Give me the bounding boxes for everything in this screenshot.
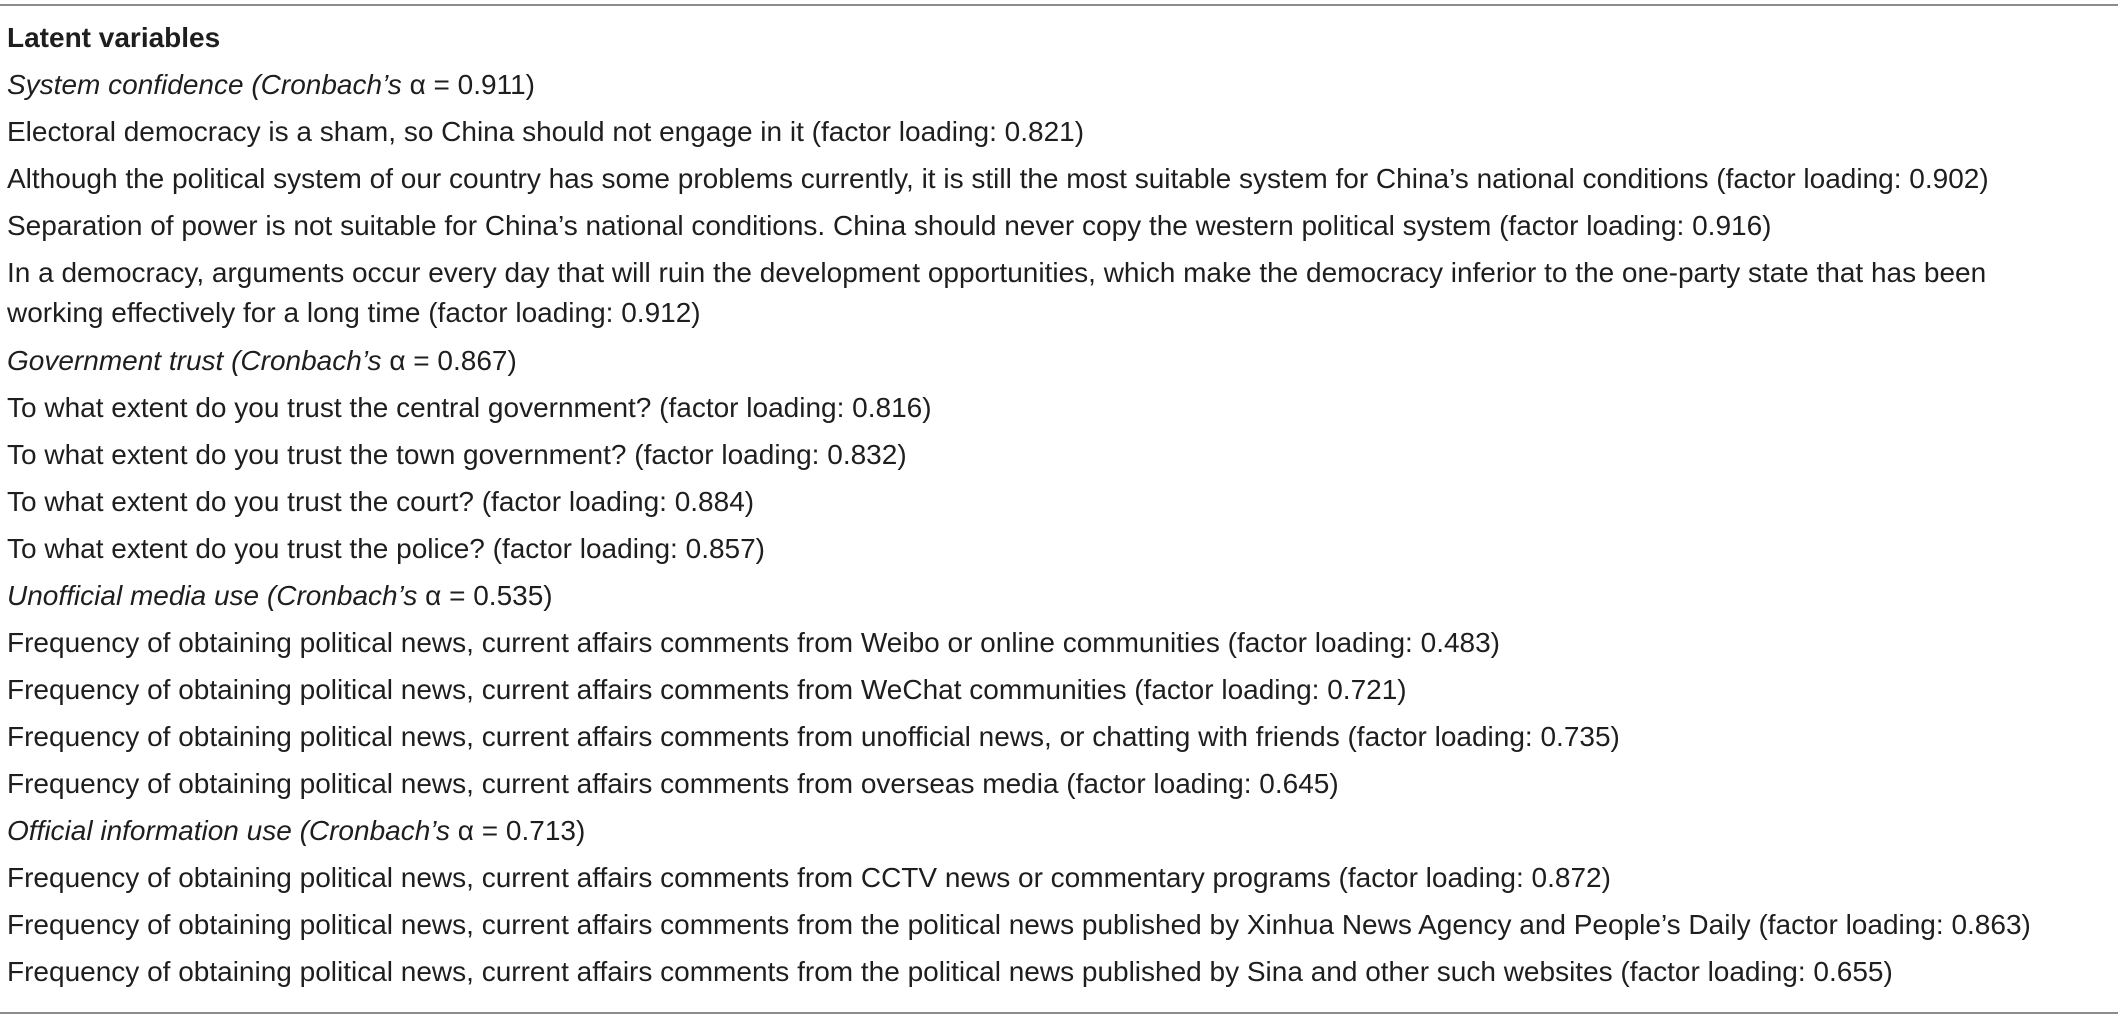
table-row: Frequency of obtaining political news, current affairs comments from the political news published by Sina and other such websites (factor loading: 0.655)	[7, 956, 1893, 987]
section-title-prefix: Government trust (Cronbach’s	[7, 345, 390, 376]
alpha-symbol: α	[389, 345, 406, 376]
alpha-symbol: α	[457, 815, 474, 846]
table-row: To what extent do you trust the police? (factor loading: 0.857)	[7, 533, 766, 564]
table-body	[7, 18, 2107, 999]
section-title-official-information-use	[7, 811, 2107, 858]
table-row: Separation of power is not suitable for China’s national conditions. China should never copy the western political system (factor loading: 0.916)	[7, 210, 1772, 241]
section-title-prefix: System confidence (Cronbach’s	[7, 69, 410, 100]
table-row: In a democracy, arguments occur every day that will ruin the development opportunities, which make the democracy inferior to the one-party state that has been working effectively for a long time (factor loading: 0.912)	[7, 257, 1987, 328]
table-row: Frequency of obtaining political news, current affairs comments from CCTV news or commentary programs (factor loading: 0.872)	[7, 862, 1611, 893]
section-title-government-trust	[7, 341, 2107, 388]
table-row: Electoral democracy is a sham, so China should not engage in it (factor loading: 0.821)	[7, 116, 1085, 147]
section-title-suffix: = 0.535)	[441, 580, 553, 611]
section-title-suffix: = 0.713)	[473, 815, 586, 846]
alpha-symbol: α	[425, 580, 442, 611]
table-row: Although the political system of our country has some problems currently, it is still the most suitable system for China’s national conditions (factor loading: 0.902)	[7, 163, 1989, 194]
table-row: Frequency of obtaining political news, current affairs comments from the political news published by Xinhua News Agency and People’s Daily (factor loading: 0.863)	[7, 909, 2031, 940]
table-header: Latent variables	[7, 22, 221, 53]
table-row: To what extent do you trust the central government? (factor loading: 0.816)	[7, 392, 932, 423]
table-row: Frequency of obtaining political news, current affairs comments from unofficial news, or chatting with friends (factor loading: 0.735)	[7, 721, 1620, 752]
table-row: Frequency of obtaining political news, current affairs comments from overseas media (factor loading: 0.645)	[7, 768, 1339, 799]
table-bottom-rule	[0, 1012, 2118, 1014]
section-title-system-confidence	[7, 65, 2107, 112]
section-title-unofficial-media-use	[7, 576, 2107, 623]
table-row: Frequency of obtaining political news, current affairs comments from Weibo or online communities (factor loading: 0.483)	[7, 627, 1501, 658]
section-title-prefix: Unofficial media use (Cronbach’s	[7, 580, 426, 611]
table-row: To what extent do you trust the court? (factor loading: 0.884)	[7, 486, 755, 517]
table-row: To what extent do you trust the town government? (factor loading: 0.832)	[7, 439, 907, 470]
table-top-rule	[0, 4, 2118, 6]
section-title-suffix: = 0.867)	[405, 345, 517, 376]
section-title-suffix: = 0.911)	[425, 69, 535, 100]
alpha-symbol: α	[409, 69, 426, 100]
section-title-prefix: Official information use (Cronbach’s	[7, 815, 458, 846]
table-row: Frequency of obtaining political news, current affairs comments from WeChat communities (factor loading: 0.721)	[7, 674, 1407, 705]
